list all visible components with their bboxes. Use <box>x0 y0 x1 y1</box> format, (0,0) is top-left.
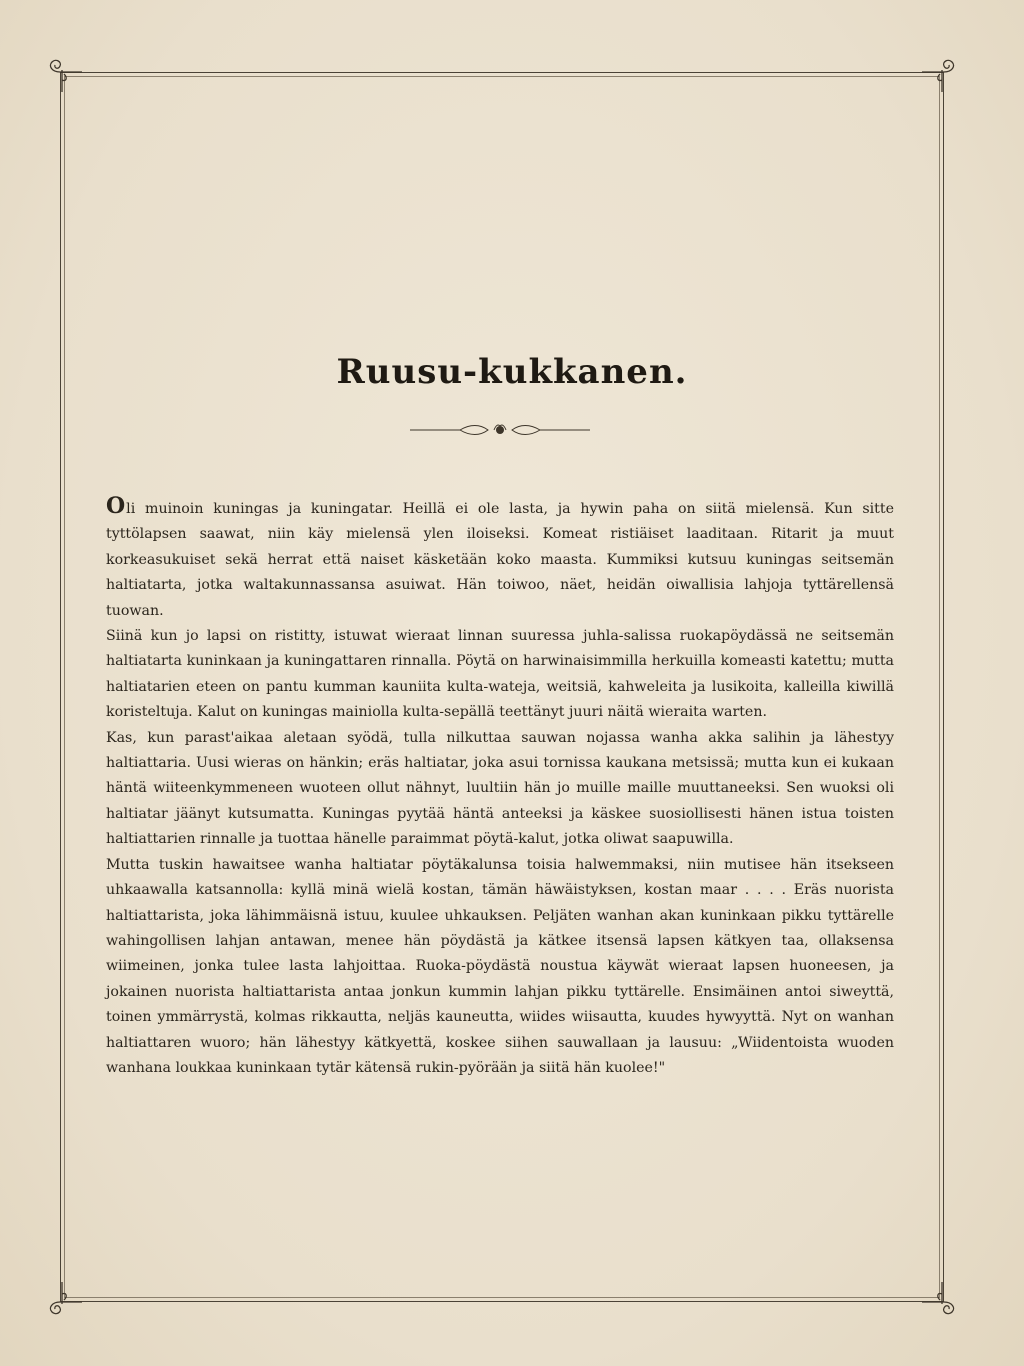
corner-flourish-icon <box>922 1282 962 1322</box>
title-ornament-icon <box>410 420 590 440</box>
drop-cap: O <box>106 493 126 519</box>
paragraph-3: Kas, kun parast'aikaa aletaan syödä, tulla nilkuttaa sauwan nojassa wanha akka salihin ja lähestyy haltiattaria. Uusi wieras on hänkin; eräs haltiatar, joka asui tornissa kaukana metsissä; mutta kun ei kukaan häntä wiiteenkymmeneen wuoteen ollut nähnyt, luultiin hän jo muille maille muuttaneeksi. Sen wuoksi oli haltiatar jäänyt kutsumatta. Kuningas pyytää häntä anteeksi ja käskee suosiollisesti hänen istua toisten haltiattarien rinnalle ja tuottaa hänelle paraimmat pöytä-kalut, jotka oliwat saapuwilla. <box>106 729 894 848</box>
paragraph-2: Siinä kun jo lapsi on ristitty, istuwat wieraat linnan suuressa juhla-salissa ruokapöydässä ne seitsemän haltiatarta kuninkaan ja kuningattaren rinnalla. Pöytä on harwinaisimmilla herkuilla komeasti katettu; mutta haltiatarien eteen on pantu kumman kauniita kulta-wateja, weitsiä, kahweleita ja lusikoita, kalleilla kiwillä koristeltuja. Kalut on kuningas mainiolla kulta-sepällä teettänyt juuri näitä wieraita warten. <box>106 628 894 721</box>
paragraph-1 <box>106 493 894 624</box>
corner-flourish-icon <box>42 1282 82 1322</box>
story-title: Ruusu-kukkanen. <box>336 352 688 392</box>
paragraph-4: Mutta tuskin hawaitsee wanha haltiatar pöytäkalunsa toisia halwemmaksi, niin mutisee hän itsekseen uhkaawalla katsannolla: kyllä minä wielä kostan, tämän häwäistyksen, kostan maar . . . . Eräs nuorista haltiattarista, joka lähimmäisnä istuu, kuulee uhkauksen. Peljäten wanhan akan kuninkaan pikku tyttärelle wahingollisen lahjan antawan, menee hän pöydästä ja kätkee itsensä lapsen kätkyen taa, ollaksensa wiimeinen, jonka tulee lasta lahjoittaa. Ruoka-pöydästä noustua käywät wieraat lapsen huoneesen, ja jokainen nuorista haltiattarista antaa jonkun kummin lahjan pikku tyttärelle. Ensimäinen antoi siweyttä, toinen ymmärrystä, kolmas rikkautta, neljäs kauneutta, wiides wiisautta, kuudes hywyyttä. Nyt on wanhan haltiattaren wuoro; hän lähestyy kätkyettä, koskee siihen sauwallaan ja lausuu: „Wiidentoista wuoden wanhana loukkaa kuninkaan tytär kätensä rukin-pyörään ja siitä hän kuolee!" <box>106 856 894 1076</box>
story-body <box>106 493 894 1081</box>
corner-flourish-icon <box>42 52 82 92</box>
corner-flourish-icon <box>922 52 962 92</box>
paragraph-1-text: li muinoin kuningas ja kuningatar. Heillä ei ole lasta, ja hywin paha on siitä mielensä. Kun sitte tyttölapsen saawat, niin käy mielensä ylen iloiseksi. Komeat ristiäiset laaditaan. Ritarit ja muut korkeasukuiset sekä herrat että naiset käsketään koko maasta. Kummiksi kutsuu kuningas seitsemän haltiatarta, jotka waltakunnassansa asuiwat. Hän toiwoo, näet, heidän oiwallisia lahjoja tyttärellensä tuowan. <box>106 501 894 619</box>
